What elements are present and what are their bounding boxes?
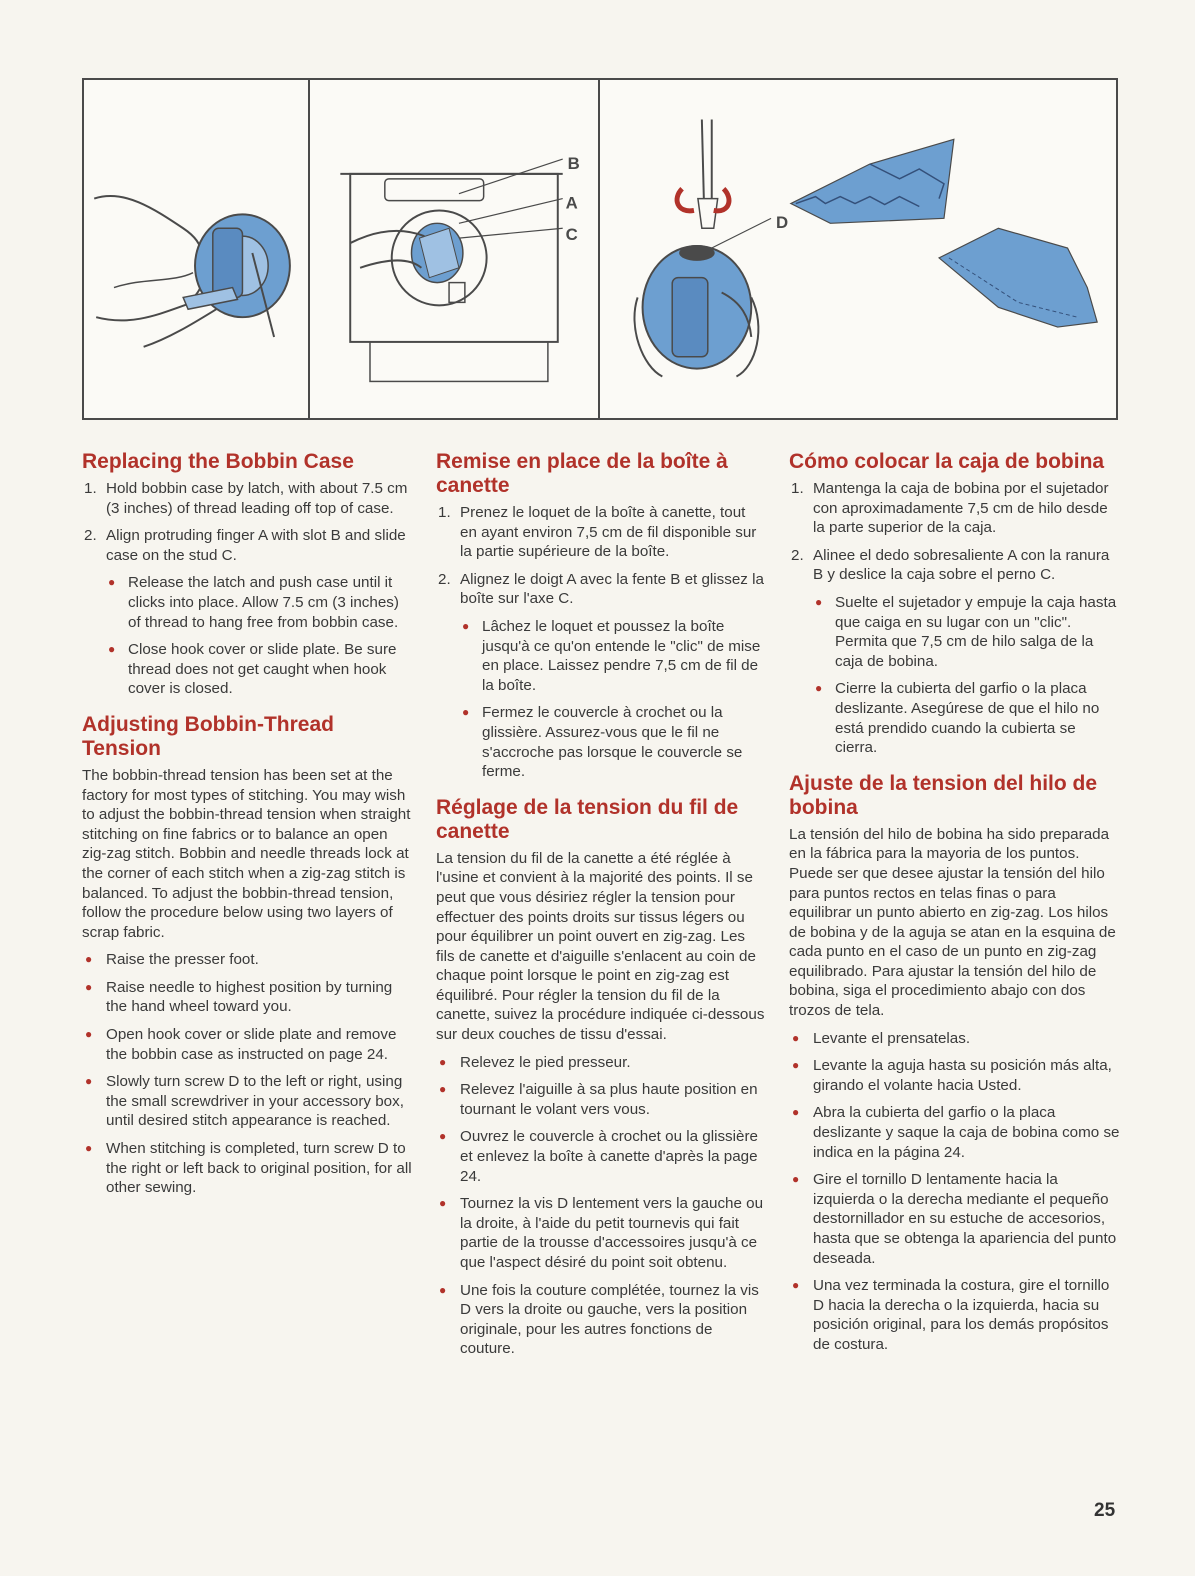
- list-item: [82, 640, 412, 699]
- bullet-icon: ●: [815, 594, 823, 609]
- list-item: [436, 1053, 766, 1073]
- bullet-icon: ●: [85, 952, 93, 967]
- list-item: [436, 617, 766, 695]
- bullet-text: Relevez le pied presseur.: [460, 1053, 631, 1071]
- bullet-text: Lâchez le loquet et poussez la boîte jusqu'à ce qu'on entende le "clic" de mise en place. Laissez pendre 7,5 cm de fil de la boîte.: [482, 617, 761, 694]
- bullet-icon: ●: [439, 1054, 447, 1069]
- bullet-icon: ●: [792, 1030, 800, 1045]
- bullet-icon: ●: [792, 1058, 800, 1073]
- list-item: [82, 1139, 412, 1198]
- screwdriver-and-fabric-illustration: [600, 80, 1118, 418]
- hand-holding-bobbin-case-illustration: [84, 80, 308, 418]
- list-item: [82, 1025, 412, 1064]
- bullet-text: Gire el tornillo D lentamente hacia la izquierda o la derecha mediante el pequeño destornillador en su estuche de accesorios, hasta que se obtenga la apariencia del punto deseada.: [813, 1171, 1117, 1267]
- list-item: [789, 479, 1121, 538]
- step-text: Prenez le loquet de la boîte à canette, tout en ayant environ 7,5 cm de fil disponible sur la partie supérieure de la boîte.: [460, 504, 757, 561]
- page-number: 25: [1094, 1500, 1116, 1521]
- list-item: [789, 679, 1121, 757]
- bullet-text: Tournez la vis D lentement vers la gauche ou la droite, à l'aide du petit tournevis qui fait partie de la trousse d'accessoires jusqu'à ce que l'aspect désiré du point soit obtenu.: [460, 1195, 764, 1271]
- list-item: [436, 570, 766, 609]
- step-number: 2.: [438, 570, 451, 588]
- step-text: Alignez le doigt A avec la fente B et glissez la boîte sur l'axe C.: [460, 570, 764, 608]
- list-item: [789, 1170, 1121, 1268]
- bullet-icon: ●: [108, 642, 116, 657]
- bullet-icon: ●: [439, 1196, 447, 1211]
- bullet-text: Levante la aguja hasta su posición más alta, girando el volante hacia Usted.: [813, 1057, 1112, 1094]
- bullet-icon: ●: [85, 1027, 93, 1042]
- bullet-text: Release the latch and push case until it clicks into place. Allow 7.5 cm (3 inches) of thread to hang free from bobbin case.: [128, 574, 399, 631]
- step-number: 1.: [84, 480, 97, 497]
- step-number: 2.: [84, 527, 97, 545]
- bullet-icon: ●: [792, 1172, 800, 1187]
- english-heading-replacing: Replacing the Bobbin Case: [82, 450, 354, 473]
- bullet-icon: ●: [85, 1141, 93, 1156]
- spanish-column: [789, 450, 1121, 1363]
- list-item: [789, 1103, 1121, 1162]
- label-b: B: [567, 153, 580, 173]
- french-bullets: [436, 1053, 766, 1359]
- list-item: [82, 479, 412, 518]
- english-heading-adjusting: Adjusting Bobbin-Thread Tension: [82, 712, 334, 760]
- bullet-icon: ●: [85, 1074, 93, 1089]
- bullet-icon: ●: [462, 618, 470, 633]
- spanish-heading-ajuste: Ajuste de la tension del hilo de bobina: [789, 771, 1098, 819]
- machine-bobbin-area-illustration: [310, 80, 598, 418]
- bullet-text: Raise needle to highest position by turning the hand wheel toward you.: [106, 978, 393, 1016]
- bullet-icon: ●: [85, 979, 93, 994]
- bullet-text: Fermez le couvercle à crochet ou la glissière. Assurez-vous que le fil ne s'accroche pas lorsque le couvercle se ferme.: [482, 704, 743, 781]
- spanish-bullets: [789, 1029, 1121, 1355]
- english-steps: [82, 479, 412, 565]
- bullet-text: Relevez l'aiguille à sa plus haute position en tournant le volant vers vous.: [460, 1081, 758, 1118]
- step-text: Alinee el dedo sobresaliente A con la ranura B y deslice la caja sobre el perno C.: [813, 546, 1110, 584]
- illustration-figure: [82, 78, 1118, 420]
- bullet-text: Slowly turn screw D to the left or right, using the small screwdriver in your accessory box, until desired stitch appearance is reached.: [106, 1073, 404, 1130]
- bullet-text: Ouvrez le couvercle à crochet ou la glissière et enlevez la boîte à canette d'après la page 24.: [460, 1128, 758, 1185]
- spanish-heading-colocar: Cómo colocar la caja de bobina: [789, 450, 1105, 473]
- bullet-icon: ●: [439, 1282, 447, 1297]
- bullet-text: Raise the presser foot.: [106, 951, 259, 969]
- spanish-sub-bullets: [789, 593, 1121, 758]
- bullet-icon: ●: [439, 1082, 447, 1097]
- french-steps: [436, 503, 766, 609]
- list-item: [789, 1276, 1121, 1354]
- list-item: [789, 1029, 1121, 1049]
- french-intro: La tension du fil de la canette a été réglée à l'usine et convient à la majorité des points. Il se peut que vous désiriez régler la tension pour effectuer des points droits sur tissus légers ou pour équilibrer un point ouvert en zig-zag. Les fils de canette et d'aiguille s'enlacent au coin de chaque point lorsque le point en zig-zag est équilibré. Pour régler la tension du fil de la canette, suivez la procédure indiquée ci-dessous sur deux couches de tissu d'essai.: [436, 849, 765, 1044]
- french-heading-reglage: Réglage de la tension du fil de canette: [436, 795, 739, 843]
- bullet-text: Cierre la cubierta del garfio o la placa deslizante. Asegúrese de que el hilo no está prendido cuando la cubierta se cierra.: [835, 680, 1100, 757]
- step-text: Hold bobbin case by latch, with about 7.5 cm (3 inches) of thread leading off top of case.: [106, 480, 408, 517]
- list-item: [789, 593, 1121, 671]
- list-item: [82, 573, 412, 632]
- panel-hold-bobbin-case: [84, 80, 310, 418]
- list-item: [82, 978, 412, 1017]
- french-sub-bullets: [436, 617, 766, 782]
- list-item: [82, 950, 412, 970]
- bullet-text: Abra la cubierta del garfio o la placa deslizante y saque la caja de bobina como se indica en la página 24.: [813, 1104, 1120, 1161]
- bullet-text: Une fois la couture complétée, tournez la vis D vers la droite ou gauche, vers la position originale, pour les autres fonctions de couture.: [460, 1281, 759, 1358]
- bullet-text: When stitching is completed, turn screw D to the right or left back to original position, for all other sewing.: [106, 1140, 412, 1197]
- panel-machine-bobbin-area: [310, 80, 600, 418]
- step-number: 1.: [791, 480, 804, 497]
- bullet-text: Una vez terminada la costura, gire el tornillo D hacia la derecha o la izquierda, hacia su posición original, para los demás propósitos de costura.: [813, 1277, 1110, 1353]
- spanish-intro: La tensión del hilo de bobina ha sido preparada en la fábrica para la mayoria de los puntos. Puede ser que desee ajustar la tensión del hilo para puntos rectos en telas finas o para equilibrar un punto abierto en zig-zag. Los hilos de bobina y de la aguja se atan en la esquina de cada punto en el caso de un punto en zig-zag equilibrado. Para ajustar la tensión del hilo de bobina, siga el procedimiento abajo con dos trozos de tela.: [789, 825, 1116, 1020]
- bullet-icon: ●: [462, 705, 470, 720]
- bullet-icon: ●: [815, 681, 823, 696]
- list-item: [82, 526, 412, 565]
- step-text: Align protruding finger A with slot B and slide case on the stud C.: [106, 527, 406, 564]
- step-number: 1.: [438, 504, 451, 521]
- english-column: [82, 450, 412, 1206]
- french-column: [436, 450, 766, 1367]
- step-text: Mantenga la caja de bobina por el sujetador con aproximadamente 7,5 cm de hilo desde la parte superior de la caja.: [813, 480, 1109, 537]
- bullet-text: Open hook cover or slide plate and remove the bobbin case as instructed on page 24.: [106, 1026, 397, 1063]
- label-c: C: [565, 225, 578, 245]
- spanish-steps: [789, 479, 1121, 585]
- bullet-text: Close hook cover or slide plate. Be sure thread does not get caught when hook cover is closed.: [128, 641, 397, 698]
- bullet-icon: ●: [792, 1105, 800, 1120]
- step-number: 2.: [791, 546, 804, 564]
- bullet-icon: ●: [792, 1278, 800, 1293]
- list-item: [82, 1072, 412, 1131]
- bullet-icon: ●: [108, 575, 116, 590]
- list-item: [436, 1281, 766, 1359]
- list-item: [436, 1127, 766, 1186]
- list-item: [789, 546, 1121, 585]
- label-a: A: [565, 193, 578, 213]
- bullet-text: Suelte el sujetador y empuje la caja hasta que caiga en su lugar con un "clic". Permita que 7,5 cm de hilo salga de la caja de bobina.: [835, 593, 1117, 670]
- english-bullets: [82, 950, 412, 1198]
- bullet-icon: ●: [439, 1129, 447, 1144]
- english-intro: The bobbin-thread tension has been set at the factory for most types of stitching. You may wish to adjust the bobbin-thread tension when straight stitching on fine fabrics or to balance an open zig-zag stitch. Bobbin and needle threads lock at the corner of each stitch when a zig-zag stitch is balanced. To adjust the bobbin-thread tension, follow the procedure below using two layers of scrap fabric.: [82, 766, 411, 941]
- bullet-text: Levante el prensatelas.: [813, 1029, 971, 1047]
- list-item: [436, 1194, 766, 1272]
- french-heading-remise: Remise en place de la boîte à canette: [436, 450, 728, 497]
- label-d: D: [775, 213, 789, 233]
- english-sub-bullets: [82, 573, 412, 699]
- list-item: [436, 703, 766, 781]
- panel-adjust-tension: [600, 80, 1118, 418]
- list-item: [436, 1080, 766, 1119]
- list-item: [789, 1056, 1121, 1095]
- list-item: [436, 503, 766, 562]
